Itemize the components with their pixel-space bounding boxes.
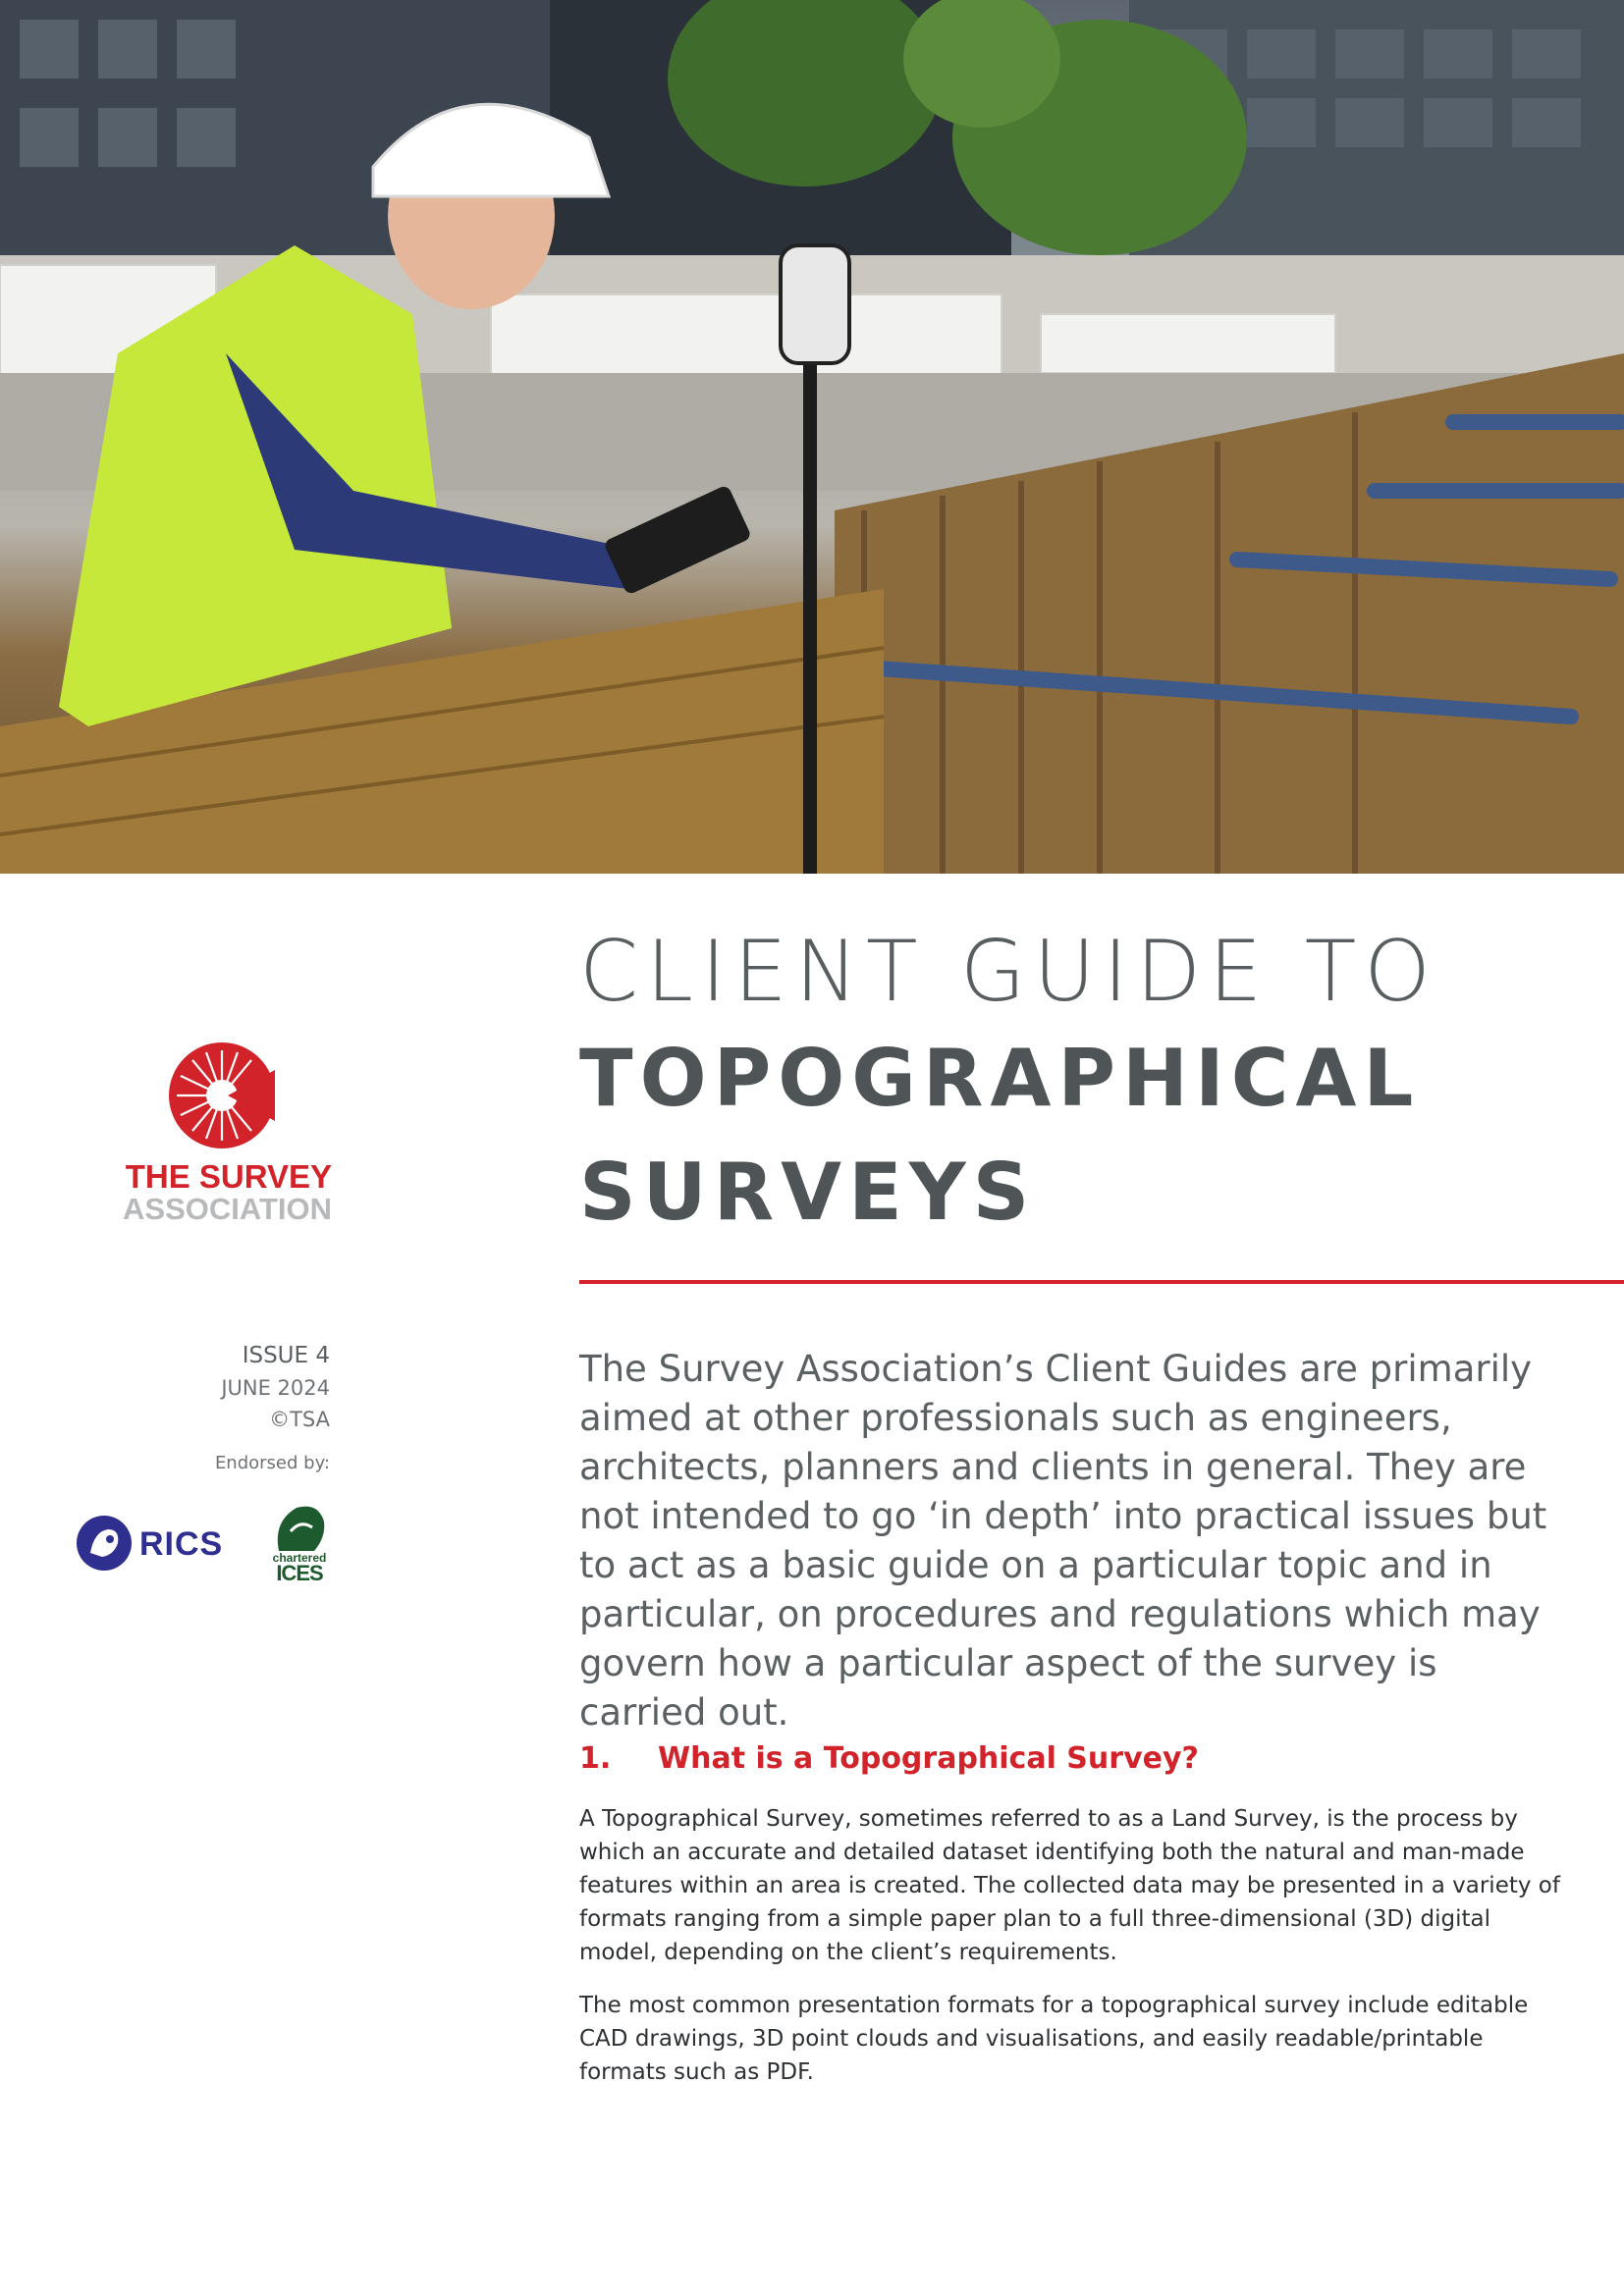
logo-line-2: ASSOCIATION — [123, 1192, 332, 1226]
gnss-receiver — [781, 245, 849, 363]
endorsed-label: Endorsed by: — [214, 1453, 330, 1473]
title-line-3: SURVEYS — [579, 1147, 1037, 1238]
rics-logo — [75, 1514, 236, 1573]
ices-chartered: chartered — [272, 1551, 327, 1565]
issue-date: JUNE 2024 — [221, 1376, 330, 1400]
title-divider — [579, 1280, 1624, 1284]
ices-head-icon — [267, 1502, 332, 1553]
body-paragraph: A Topographical Survey, sometimes referred to as a Land Survey, is the process by which an accurate and detailed dataset identifying both the natural and man-made features within an area is created. The collected data may be presented in a variety of formats ranging from a simple paper plan to a full three-dimensional (3D) digital model, depending on the client’s requirements. — [579, 1806, 1560, 1965]
issue-number: ISSUE 4 — [242, 1343, 330, 1368]
intro-paragraph: The Survey Association’s Client Guides are primarily aimed at other professionals such as engineers, architects, planners and clients in general. They are not intended to go ‘in depth’ into practical issues but to act as a basic guide on a particular topic and in particular, on procedures and regulations which may govern how a particular aspect of the survey is carried out. — [579, 1348, 1547, 1734]
body-paragraph: The most common presentation formats for a topographical survey include editable CAD drawings, 3D point clouds and visualisations, and easily readable/printable formats such as PDF. — [579, 1993, 1529, 2085]
starburst-logo-icon — [167, 1041, 277, 1150]
logo-line-1: THE SURVEY — [125, 1158, 332, 1195]
rics-lion-icon — [75, 1514, 134, 1573]
section-number: 1. — [579, 1741, 612, 1776]
gnss-pole — [803, 294, 817, 874]
section-title: What is a Topographical Survey? — [658, 1741, 1199, 1776]
title-line-1: CLIENT GUIDE TO — [579, 923, 1438, 1021]
copyright: ©TSA — [269, 1408, 330, 1431]
rics-wordmark: RICS — [139, 1525, 224, 1563]
section-heading — [579, 1741, 1199, 1776]
ices-logo — [267, 1502, 332, 1586]
hero-illustration — [0, 0, 1624, 874]
controller — [603, 484, 752, 596]
hero-photo — [0, 0, 1624, 874]
title-line-2: TOPOGRAPHICAL — [579, 1033, 1421, 1124]
ices-wordmark: ICES — [276, 1561, 323, 1585]
